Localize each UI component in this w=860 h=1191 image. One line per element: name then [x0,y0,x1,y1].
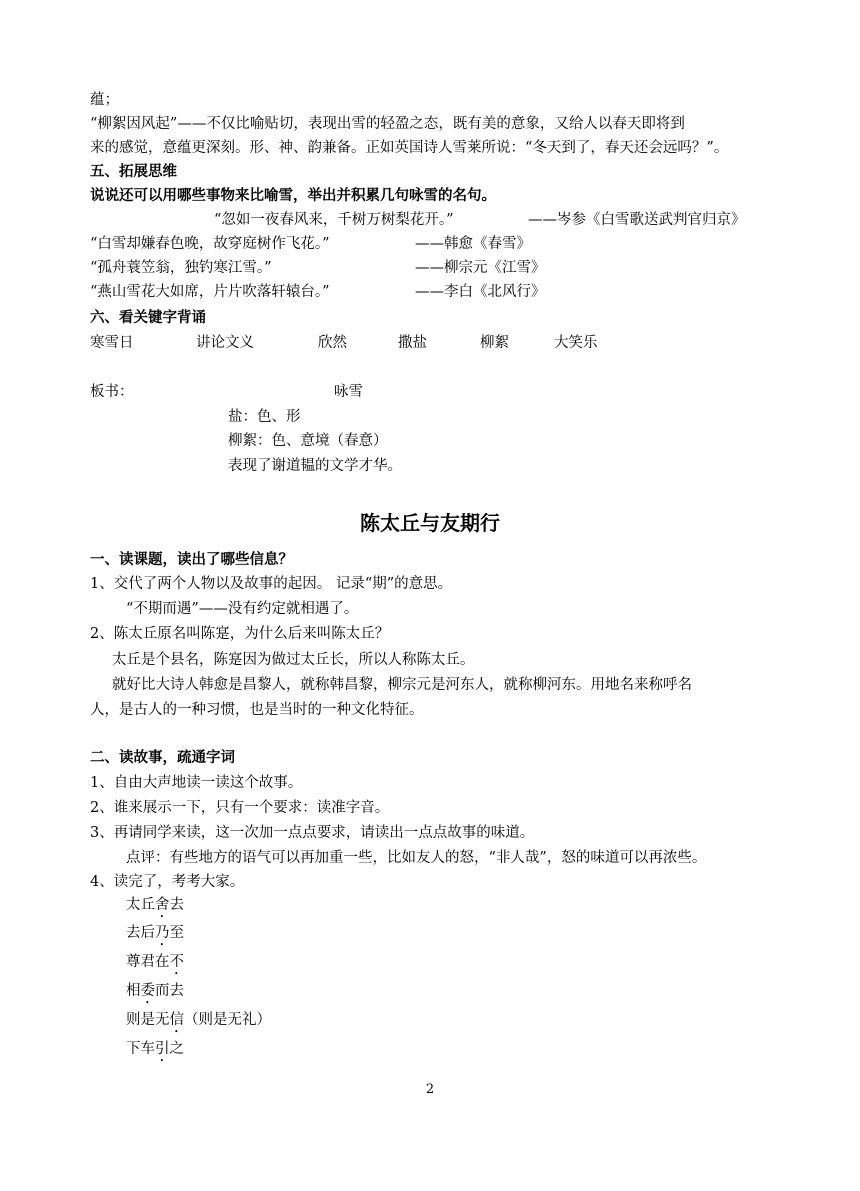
vocab-key-char: 引 [155,1041,170,1057]
vocab-text: 至 [169,925,184,941]
paragraph-line: 就好比大诗人韩愈是昌黎人，就称韩昌黎，柳宗元是河东人，就称柳河东。用地名来称呼名 [112,677,692,693]
vocab-item [126,979,184,1007]
poem-quote: “忽如一夜春风来，千树万树梨花开。” [214,212,454,228]
keyword: 大笑乐 [554,335,598,351]
board-title: 咏雪 [334,384,363,400]
vocab-text: 则是无 [126,1012,170,1028]
poem-source: ——韩愈《春雪》 [415,236,531,252]
vocab-text: 尊君在 [126,954,170,970]
paragraph-line: 人，是古人的一种习惯，也是当时的一种文化特征。 [90,702,424,718]
paragraph-line: 来的感觉，意蕴更深刻。形、神、韵兼备。正如英国诗人雪莱所说：“冬天到了，春天还会远吗？”。 [90,140,729,156]
poem-source: ——柳宗元《江雪》 [415,260,546,276]
keyword: 撒盐 [398,335,427,351]
poem-source: ——岑参《白雪歌送武判官归京》 [528,212,746,228]
paragraph-line: 4、读完了，考考大家。 [90,874,245,890]
paragraph-line: 2、谁来展示一下，只有一个要求：读准字音。 [90,800,390,816]
paragraph-line: 太丘是个县名，陈寔因为做过太丘长，所以人称陈太丘。 [112,652,475,668]
vocab-key-char: 信 [169,1012,184,1028]
section-heading: 一、读课题，读出了哪些信息？ [90,551,293,568]
vocab-text: 去 [169,897,184,913]
paragraph-line: 2、陈太丘原名叫陈寔，为什么后来叫陈太丘？ [90,626,390,642]
keyword: 柳絮 [480,335,509,351]
paragraph-line: 蕴； [90,92,119,108]
paragraph-line: 1、交代了两个人物以及故事的起因。 记录“期”的意思。 [90,576,453,592]
paragraph-line: 点评：有些地方的语气可以再加重一些，比如友人的怒，“非人哉”，怒的味道可以再浓些。 [126,850,707,866]
board-line: 柳絮：色、意境（春意） [228,433,388,449]
paragraph-line: “柳絮因风起”——不仅比喻贴切，表现出雪的轻盈之态，既有美的意象，又给人以春天即将到 [90,116,685,132]
task-prompt: 说说还可以用哪些事物来比喻雪，举出并积累几句咏雪的名句。 [90,187,496,204]
vocab-text: 太丘 [126,897,155,913]
vocab-item [126,893,184,921]
vocab-text: 去后 [126,925,155,941]
vocab-text: 下车 [126,1041,155,1057]
paragraph-line: 1、自由大声地读一读这个故事。 [90,775,303,791]
poem-source: ——李白《北风行》 [415,284,546,300]
keyword: 欣然 [318,335,347,351]
lesson-title: 陈太丘与友期行 [360,511,500,535]
vocab-key-char: 乃 [155,925,170,941]
poem-quote: “白雪却嫌春色晚，故穿庭树作飞花。” [90,236,330,252]
vocab-text: 而去 [155,983,184,999]
section-heading: 二、读故事，疏通字词 [90,749,235,766]
page-number: 2 [425,1082,435,1097]
vocab-item [126,1037,184,1065]
paragraph-line: 3、再请同学来读，这一次加一点点要求，请读出一点点故事的味道。 [90,825,535,841]
vocab-text: （则是无礼） [184,1012,271,1028]
vocab-item [126,950,184,978]
vocab-text: 之 [169,1041,184,1057]
vocab-key-char: 不 [169,954,184,970]
board-line: 盐：色、形 [228,409,301,425]
vocab-item [126,921,184,949]
board-label: 板书： [90,384,134,400]
poem-quote: “燕山雪花大如席，片片吹落轩辕台。” [90,284,330,300]
vocab-item [126,1008,271,1036]
section-heading: 五、拓展思维 [90,163,177,180]
vocab-key-char: 舍 [155,897,170,913]
board-line: 表现了谢道韫的文学才华。 [228,458,402,474]
paragraph-line: “不期而遇”——没有约定就相遇了。 [126,601,359,617]
vocab-key-char: 委 [140,983,155,999]
keyword: 讲论文义 [196,335,254,351]
poem-quote: “孤舟蓑笠翁，独钓寒江雪。” [90,260,272,276]
vocab-text: 相 [126,983,141,999]
keyword: 寒雪日 [90,335,134,351]
section-heading: 六、看关键字背诵 [90,309,206,326]
